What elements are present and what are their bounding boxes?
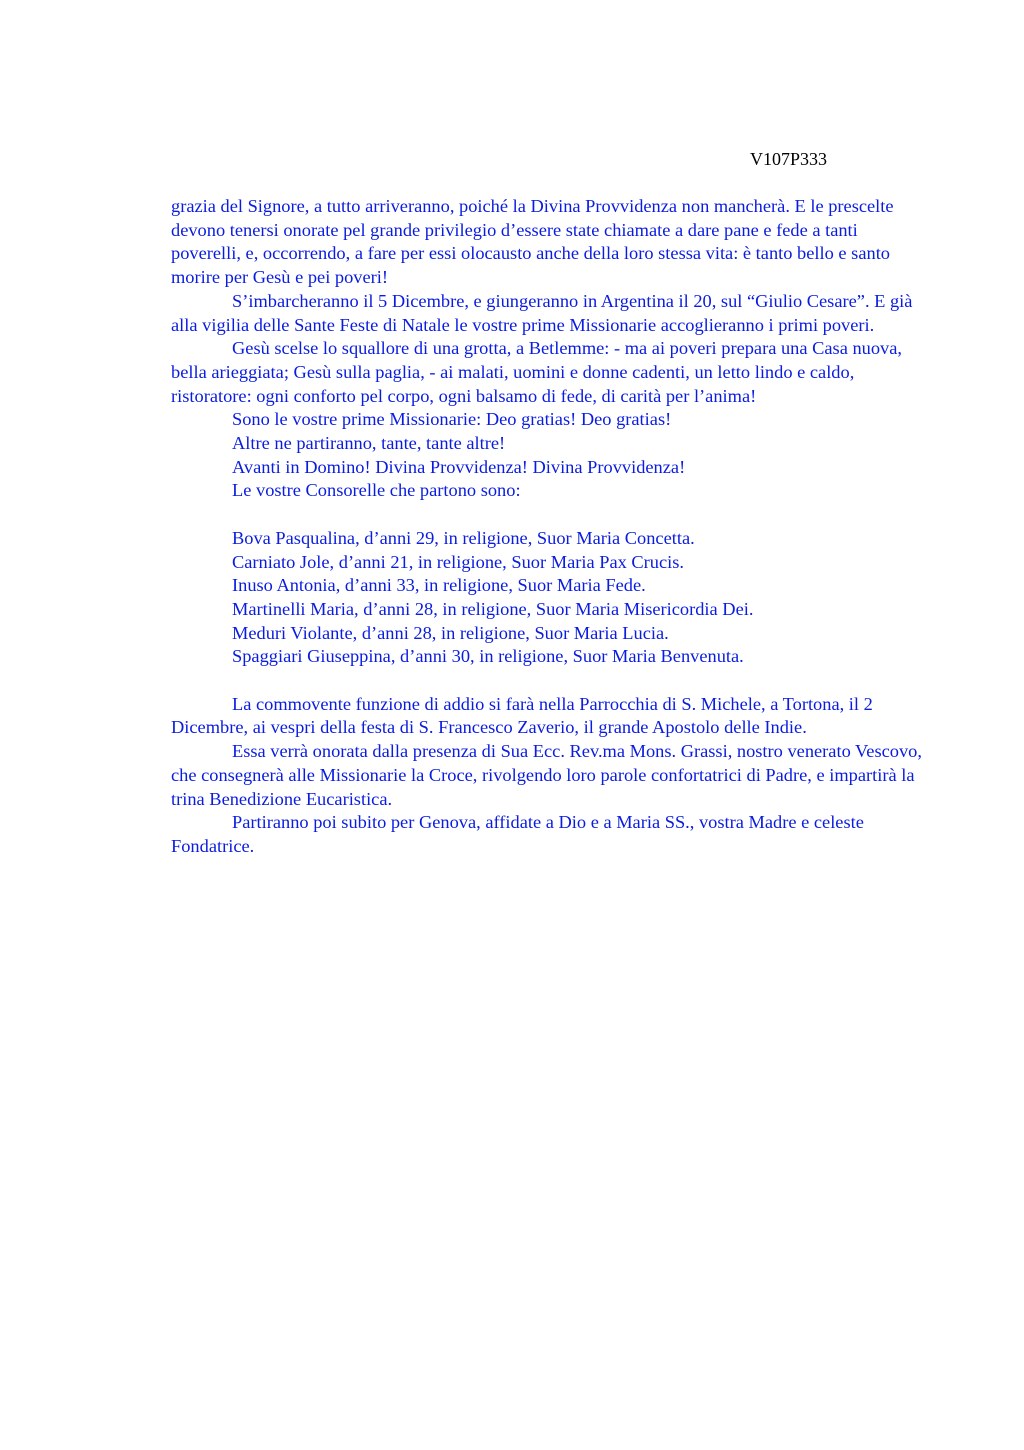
letter-body xyxy=(171,195,931,859)
list-item: Inuso Antonia, d’anni 33, in religione, Suor Maria Fede. xyxy=(232,575,646,596)
paragraph-bishop: Essa verrà onorata dalla presenza di Sua Ecc. Rev.ma Mons. Grassi, nostro venerato Vescovo, che consegnerà alle Missionarie la Croce, rivolgendo loro parole confortatrici di Padre, e impartirà la trina Benedizione Eucaristica. xyxy=(171,741,922,809)
line-deo-gratias: Sono le vostre prime Missionarie: Deo gratias! Deo gratias! xyxy=(232,409,672,430)
paragraph-betlemme: Gesù scelse lo squallore di una grotta, a Betlemme: - ma ai poveri prepara una Casa nuova, bella arieggiata; Gesù sulla paglia, - ai malati, uomini e donne cadenti, un letto lindo e caldo, ristoratore: ogni conforto pel corpo, ogni balsamo di fede, di carità per l’anima! xyxy=(171,338,903,406)
list-item: Spaggiari Giuseppina, d’anni 30, in religione, Suor Maria Benvenuta. xyxy=(232,646,744,667)
paragraph-departure: S’imbarcheranno il 5 Dicembre, e giungeranno in Argentina il 20, sul “Giulio Cesare”. E già alla vigilia delle Sante Feste di Natale le vostre prime Missionarie accoglieranno i primi poveri. xyxy=(171,290,913,335)
list-item: Meduri Violante, d’anni 28, in religione, Suor Maria Lucia. xyxy=(232,622,669,643)
paragraph-ceremony: La commovente funzione di addio si farà nella Parrocchia di S. Michele, a Tortona, il 2 Dicembre, ai vespri della festa di S. Francesco Zaverio, il grande Apostolo delle Indie. xyxy=(171,693,873,738)
page-reference: V107P333 xyxy=(750,149,828,169)
paragraph-genova: Partiranno poi subito per Genova, affidate a Dio e a Maria SS., vostra Madre e celeste Fondatrice. xyxy=(171,812,864,856)
list-item: Bova Pasqualina, d’anni 29, in religione, Suor Maria Concetta. xyxy=(232,527,695,548)
line-altre: Altre ne partiranno, tante, tante altre! xyxy=(232,433,506,454)
line-avanti: Avanti in Domino! Divina Provvidenza! Divina Provvidenza! xyxy=(232,456,686,477)
spacer xyxy=(171,669,931,693)
sisters-list xyxy=(171,527,931,669)
line-consorelle: Le vostre Consorelle che partono sono: xyxy=(232,480,521,501)
spacer xyxy=(171,503,931,527)
list-item: Carniato Jole, d’anni 21, in religione, Suor Maria Pax Crucis. xyxy=(232,551,685,572)
list-item: Martinelli Maria, d’anni 28, in religione, Suor Maria Misericordia Dei. xyxy=(232,598,754,619)
paragraph-continuation: grazia del Signore, a tutto arriveranno, poiché la Divina Provvidenza non mancherà. E le prescelte devono tenersi onorate pel grande privilegio d’essere state chiamate a dare pane e fede a tanti poverelli, e, occorrendo, a fare per essi olocausto anche della loro stessa vita: è tanto bello e santo morire per Gesù e pei poveri! xyxy=(171,196,894,288)
